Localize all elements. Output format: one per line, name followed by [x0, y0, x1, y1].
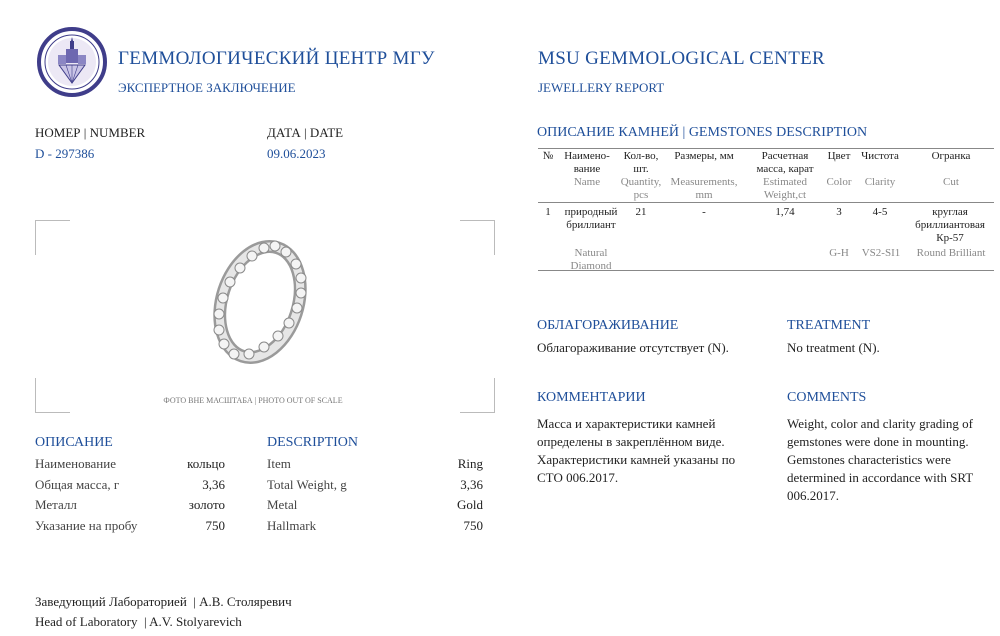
- comments-heading-en: COMMENTS: [787, 390, 867, 405]
- description-label: Металл: [35, 497, 77, 512]
- cell-weight: 1,74: [775, 206, 795, 218]
- col-header-number: №: [542, 150, 554, 162]
- description-value: Ring: [457, 456, 483, 471]
- msu-logo: [37, 27, 107, 97]
- col-header-clarity: Чистота: [861, 150, 899, 162]
- description-value: Gold: [457, 497, 483, 512]
- col-header-weight-en: Estimated Weight,ct: [763, 176, 807, 201]
- treatment-text-en: No treatment (N).: [787, 340, 880, 355]
- gemstones-heading: ОПИСАНИЕ КАМНЕЙ | GEMSTONES DESCRIPTION: [537, 125, 868, 140]
- cell-color: 3: [836, 206, 842, 218]
- treatment-text-ru: Облагораживание отсутствует (N).: [537, 340, 729, 355]
- description-value: 3,36: [460, 477, 483, 492]
- description-row-ru: [35, 477, 225, 493]
- description-label: Наименование: [35, 456, 116, 471]
- description-value: золото: [188, 497, 225, 512]
- col-header-cut-en: Cut: [943, 176, 959, 188]
- description-value: 750: [463, 518, 483, 533]
- header-title-en: MSU GEMMOLOGICAL CENTER: [538, 48, 825, 69]
- signature-en: Head of Laboratory | A.V. Stolyarevich: [35, 614, 242, 629]
- cell-name-en: Natural Diamond: [570, 247, 612, 272]
- photo-caption: ФОТО ВНЕ МАСШТАБА | PHOTO OUT OF SCALE: [163, 396, 343, 405]
- col-header-weight: Расчетная масса, карат: [756, 150, 814, 175]
- col-header-quantity: Кол-во, шт.: [623, 150, 659, 175]
- comments-text-ru: Масса и характеристики камней определены в закреплённом виде. Характеристики камней указаны по СТО 006.2017.: [537, 416, 736, 485]
- description-value: 750: [205, 518, 225, 533]
- ring-photo: [200, 238, 320, 368]
- col-header-color-en: Color: [826, 176, 852, 188]
- number-label: НОМЕР | NUMBER: [35, 125, 146, 140]
- description-label: Общая масса, г: [35, 477, 120, 492]
- cell-number: 1: [545, 206, 551, 218]
- table-top-line: [538, 148, 994, 149]
- description-label: Указание на пробу: [35, 518, 138, 533]
- description-row-en: [267, 477, 483, 493]
- description-label: Metal: [267, 497, 298, 512]
- cell-name: природный бриллиант: [564, 206, 618, 231]
- comments-text-en: Weight, color and clarity grading of gemstones were done in mounting. Gemstones characteristics were determined in accordance with SRT 006.2017.: [787, 416, 973, 503]
- table-header-line: [538, 202, 994, 203]
- col-header-clarity-en: Clarity: [864, 176, 896, 188]
- signature-ru: Заведующий Лабораторией | А.В. Столяревич: [35, 594, 292, 609]
- number-value: D - 297386: [35, 146, 95, 161]
- description-label: Hallmark: [267, 518, 317, 533]
- description-row-en: [267, 456, 483, 472]
- photo-frame-corner-tl: [35, 220, 70, 255]
- table-bottom-line: [538, 270, 994, 271]
- col-header-color: Цвет: [827, 150, 851, 162]
- col-header-measurements-en: Measurements, mm: [670, 176, 738, 201]
- col-header-measurements: Размеры, мм: [674, 150, 734, 162]
- header-title-ru: ГЕММОЛОГИЧЕСКИЙ ЦЕНТР МГУ: [118, 48, 435, 69]
- description-row-en: [267, 518, 483, 534]
- description-row-en: [267, 497, 483, 513]
- treatment-heading-en: TREATMENT: [787, 318, 871, 333]
- description-heading-ru: ОПИСАНИЕ: [35, 435, 113, 450]
- cell-cut-en: Round Brilliant: [916, 247, 986, 259]
- cell-quantity: 21: [635, 206, 647, 218]
- col-header-quantity-en: Quantity, pcs: [620, 176, 662, 201]
- header-subtitle-en: JEWELLERY REPORT: [538, 80, 665, 95]
- col-header-name: Наимено-вание: [564, 150, 610, 175]
- cell-measurements: -: [702, 206, 706, 218]
- header-subtitle-ru: ЭКСПЕРТНОЕ ЗАКЛЮЧЕНИЕ: [118, 80, 296, 95]
- treatment-heading-ru: ОБЛАГОРАЖИВАНИЕ: [537, 318, 679, 333]
- cell-cut: круглая бриллиантовая Кр-57: [915, 206, 985, 244]
- cell-clarity-en: VS2-SI1: [861, 247, 901, 259]
- description-value: кольцо: [187, 456, 225, 471]
- description-row-ru: [35, 497, 225, 513]
- cell-color-en: G-H: [829, 247, 849, 259]
- comments-heading-ru: КОММЕНТАРИИ: [537, 390, 646, 405]
- description-label: Total Weight, g: [267, 477, 347, 492]
- description-value: 3,36: [202, 477, 225, 492]
- col-header-name-en: Name: [573, 176, 601, 188]
- date-value: 09.06.2023: [267, 146, 326, 161]
- date-label: ДАТА | DATE: [267, 125, 344, 140]
- col-header-cut: Огранка: [931, 150, 971, 162]
- description-row-ru: [35, 456, 225, 472]
- description-row-ru: [35, 518, 225, 534]
- description-heading-en: DESCRIPTION: [267, 435, 359, 450]
- description-label: Item: [267, 456, 291, 471]
- cell-clarity: 4-5: [872, 206, 888, 218]
- photo-frame-corner-tr: [460, 220, 495, 255]
